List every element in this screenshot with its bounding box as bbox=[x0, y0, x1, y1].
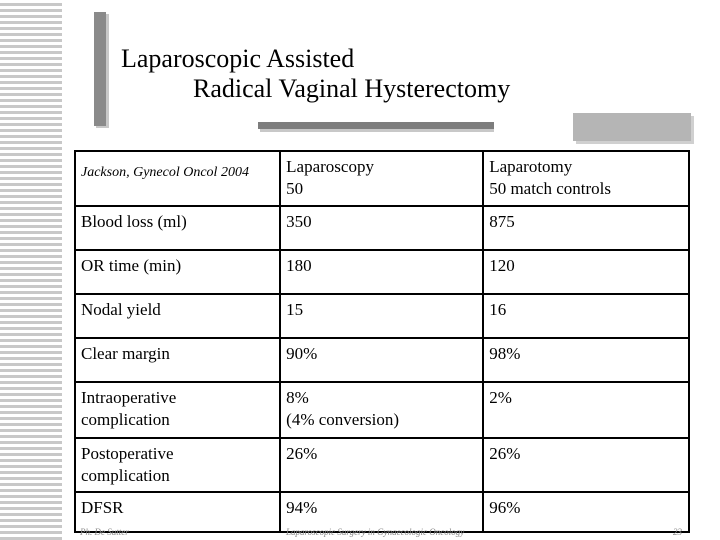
footer-author: Ph. De Sutter bbox=[80, 527, 129, 537]
footer-page-number: 23 bbox=[673, 527, 682, 537]
header-laparoscopy-label: Laparoscopy bbox=[286, 157, 374, 176]
citation: Jackson, Gynecol Oncol 2004 bbox=[81, 165, 249, 180]
row-laparotomy-value: 96% bbox=[483, 492, 689, 532]
decorative-horizontal-bar bbox=[258, 122, 494, 129]
row-laparoscopy-value: 94% bbox=[280, 492, 483, 532]
table-row bbox=[75, 438, 689, 492]
row-laparoscopy-value-line-2: (4% conversion) bbox=[286, 410, 399, 429]
slide-title bbox=[121, 44, 681, 104]
row-label bbox=[75, 438, 280, 492]
row-laparotomy-value: 26% bbox=[483, 438, 689, 492]
header-laparotomy-label: Laparotomy bbox=[489, 157, 573, 176]
row-label: Clear margin bbox=[75, 338, 280, 382]
row-laparotomy-value: 875 bbox=[483, 206, 689, 250]
row-laparotomy-value: 2% bbox=[483, 382, 689, 438]
table-row bbox=[75, 382, 689, 438]
row-laparoscopy-value: 26% bbox=[280, 438, 483, 492]
row-laparoscopy-value-line-1: 8% bbox=[286, 388, 309, 407]
decorative-stripes bbox=[0, 0, 62, 540]
header-laparotomy-count: 50 match controls bbox=[489, 179, 611, 198]
decorative-block bbox=[573, 113, 691, 141]
table-header-row bbox=[75, 151, 689, 206]
row-label: DFSR bbox=[75, 492, 280, 532]
row-laparoscopy-value: 90% bbox=[280, 338, 483, 382]
row-label-line-2: complication bbox=[81, 466, 170, 485]
row-label: OR time (min) bbox=[75, 250, 280, 294]
header-laparotomy-cell bbox=[483, 151, 689, 206]
row-laparotomy-value: 98% bbox=[483, 338, 689, 382]
footer-course: Laparoscopic Surgery in Gynaecologic Oncology bbox=[286, 527, 465, 537]
row-laparotomy-value: 16 bbox=[483, 294, 689, 338]
row-label: Nodal yield bbox=[75, 294, 280, 338]
table-row bbox=[75, 250, 689, 294]
row-label-line-1: Intraoperative bbox=[81, 388, 177, 407]
title-line-1: Laparoscopic Assisted bbox=[121, 44, 355, 73]
row-label-line-2: complication bbox=[81, 410, 170, 429]
header-citation-cell bbox=[75, 151, 280, 206]
table-row bbox=[75, 338, 689, 382]
table-row bbox=[75, 294, 689, 338]
title-line-2: Radical Vaginal Hysterectomy bbox=[193, 74, 511, 103]
row-laparoscopy-value: 180 bbox=[280, 250, 483, 294]
table-row bbox=[75, 492, 689, 532]
table-row bbox=[75, 206, 689, 250]
row-laparotomy-value: 120 bbox=[483, 250, 689, 294]
row-label: Blood loss (ml) bbox=[75, 206, 280, 250]
row-laparoscopy-value bbox=[280, 382, 483, 438]
row-label bbox=[75, 382, 280, 438]
decorative-vertical-bar bbox=[94, 12, 106, 126]
header-laparoscopy-cell bbox=[280, 151, 483, 206]
row-laparoscopy-value: 15 bbox=[280, 294, 483, 338]
row-laparoscopy-value: 350 bbox=[280, 206, 483, 250]
comparison-table bbox=[74, 150, 690, 533]
row-label-line-1: Postoperative bbox=[81, 444, 174, 463]
header-laparoscopy-count: 50 bbox=[286, 179, 304, 198]
